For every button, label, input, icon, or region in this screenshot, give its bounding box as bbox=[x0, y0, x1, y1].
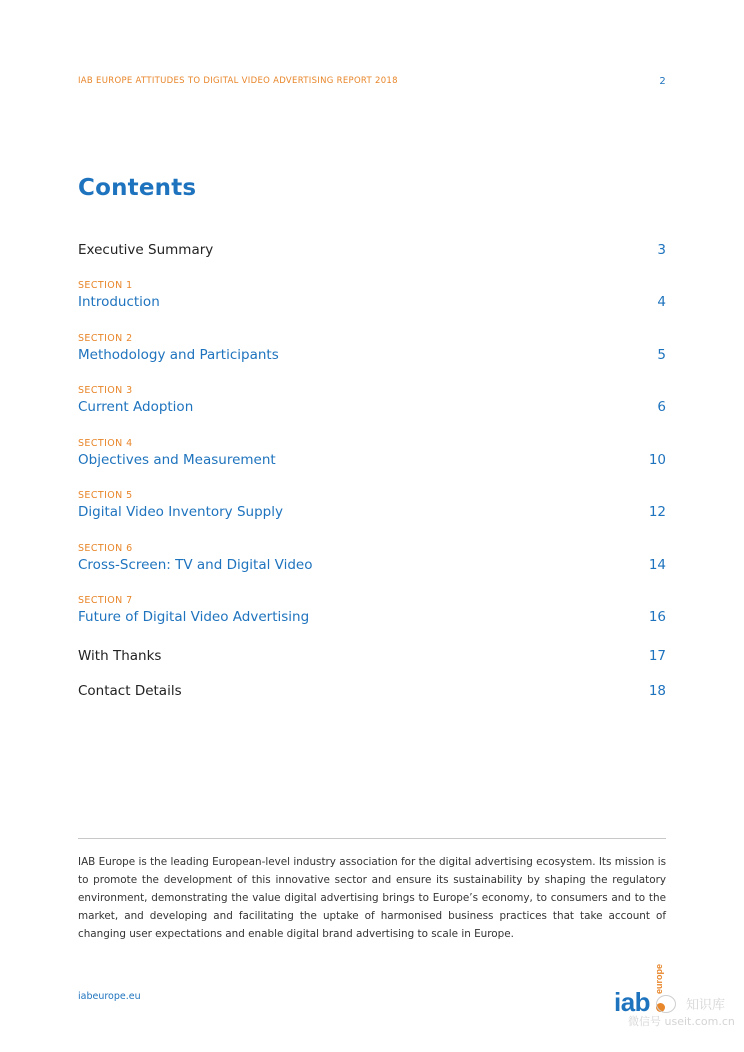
toc-entry-page: 3 bbox=[657, 242, 666, 258]
running-header bbox=[78, 76, 666, 86]
contents-heading: Contents bbox=[78, 175, 197, 201]
toc-entry-page: 17 bbox=[648, 648, 666, 664]
about-iab-europe-paragraph: IAB Europe is the leading European-level industry association for the digital advertising ecosystem. Its mission is to promote the development of this innovative sector and ensure its sustainability by shaping the regulatory environment, demonstrating the value digital advertising brings to Europe’s economy, to consumers and to the market, and developing and facilitating the uptake of harmonised business practices that take account of changing user expectations and enable digital brand advertising to scale in Europe. bbox=[78, 856, 666, 940]
watermark-line-2: 微信号 useit.com.cn bbox=[628, 1015, 735, 1028]
toc-section-label: SECTION 5 bbox=[78, 490, 133, 501]
footer-divider bbox=[78, 838, 666, 839]
watermark-line-1: 知识库 bbox=[686, 998, 726, 1013]
toc-entry-label: With Thanks bbox=[78, 648, 162, 664]
toc-entry-page: 14 bbox=[648, 557, 666, 573]
toc-entry-inventory-supply[interactable] bbox=[78, 490, 666, 521]
watermark bbox=[628, 994, 744, 1030]
toc-entry-executive-summary[interactable] bbox=[78, 241, 666, 259]
toc-entry-label: Current Adoption bbox=[78, 399, 194, 415]
toc-entry-cross-screen[interactable] bbox=[78, 543, 666, 574]
toc-entry-page: 12 bbox=[648, 504, 666, 520]
logo-wordmark: iab bbox=[614, 987, 651, 1017]
toc-entry-label: Executive Summary bbox=[78, 242, 214, 258]
toc-entry-label: Objectives and Measurement bbox=[78, 452, 276, 468]
toc-entry-contact-details[interactable] bbox=[78, 682, 666, 700]
toc-entry-page: 10 bbox=[648, 452, 666, 468]
toc-entry-page: 18 bbox=[648, 683, 666, 699]
toc-entry-label: Future of Digital Video Advertising bbox=[78, 609, 310, 625]
toc-entry-label: Introduction bbox=[78, 294, 160, 310]
toc-entry-page: 5 bbox=[657, 347, 666, 363]
toc-entry-introduction[interactable] bbox=[78, 280, 666, 311]
logo-suffix: europe bbox=[654, 963, 664, 994]
toc-entry-objectives[interactable] bbox=[78, 438, 666, 469]
chat-bubble-icon bbox=[656, 995, 676, 1013]
toc-section-label: SECTION 7 bbox=[78, 595, 133, 606]
report-title: IAB EUROPE ATTITUDES TO DIGITAL VIDEO ADVERTISING REPORT 2018 bbox=[78, 76, 398, 86]
toc-entry-label: Contact Details bbox=[78, 683, 182, 699]
toc-entry-label: Cross-Screen: TV and Digital Video bbox=[78, 557, 313, 573]
toc-section-label: SECTION 1 bbox=[78, 280, 133, 291]
toc-section-label: SECTION 2 bbox=[78, 333, 133, 344]
toc-entry-methodology[interactable] bbox=[78, 333, 666, 364]
toc-entry-with-thanks[interactable] bbox=[78, 647, 666, 665]
toc-section-label: SECTION 4 bbox=[78, 438, 133, 449]
toc-entry-label: Methodology and Participants bbox=[78, 347, 279, 363]
toc-section-label: SECTION 3 bbox=[78, 385, 133, 396]
toc-entry-page: 16 bbox=[648, 609, 666, 625]
toc-entry-page: 6 bbox=[657, 399, 666, 415]
website-link[interactable]: iabeurope.eu bbox=[78, 991, 141, 1002]
toc-entry-current-adoption[interactable] bbox=[78, 385, 666, 416]
toc-entry-future[interactable] bbox=[78, 595, 666, 626]
page-number: 2 bbox=[659, 76, 666, 87]
toc-entry-page: 4 bbox=[657, 294, 666, 310]
toc-entry-label: Digital Video Inventory Supply bbox=[78, 504, 283, 520]
toc-section-label: SECTION 6 bbox=[78, 543, 133, 554]
